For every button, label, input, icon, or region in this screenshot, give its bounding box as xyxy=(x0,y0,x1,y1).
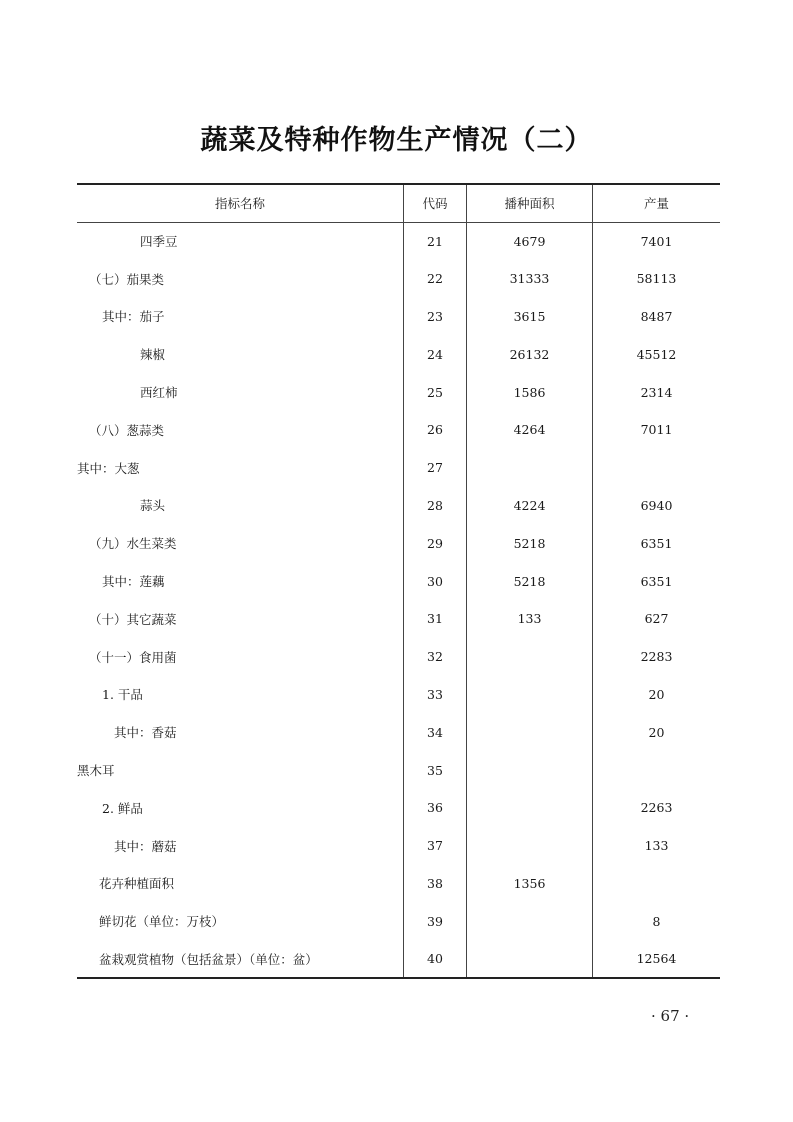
table-row xyxy=(77,865,720,903)
row-code: 33 xyxy=(404,676,467,714)
table-row xyxy=(77,373,720,411)
table-row xyxy=(77,713,720,751)
row-area: 4679 xyxy=(467,222,593,260)
row-area: 31333 xyxy=(467,260,593,298)
header-output: 产量 xyxy=(593,184,721,222)
table-row xyxy=(77,827,720,865)
row-area xyxy=(467,751,593,789)
table-row xyxy=(77,260,720,298)
row-output: 133 xyxy=(593,827,721,865)
row-code: 29 xyxy=(404,524,467,562)
row-name: 盆栽观赏植物（包括盆景）（单位：盆） xyxy=(77,940,404,978)
row-name: 其中：大葱 xyxy=(77,460,140,476)
row-code: 25 xyxy=(404,373,467,411)
table-row xyxy=(77,676,720,714)
table-header-row xyxy=(77,184,720,222)
row-code: 32 xyxy=(404,638,467,676)
row-output: 2283 xyxy=(593,638,721,676)
header-code: 代码 xyxy=(404,184,467,222)
row-name: 其中：莲藕 xyxy=(102,574,165,590)
row-output: 7401 xyxy=(593,222,721,260)
row-area: 5218 xyxy=(467,524,593,562)
table-row xyxy=(77,222,720,260)
row-output: 45512 xyxy=(593,335,721,373)
page-number: · 67 · xyxy=(651,1007,690,1025)
row-area: 4224 xyxy=(467,487,593,525)
table-row xyxy=(77,562,720,600)
row-output: 12564 xyxy=(593,940,721,978)
row-code: 31 xyxy=(404,600,467,638)
row-name: （七）茄果类 xyxy=(89,271,165,287)
row-output: 2314 xyxy=(593,373,721,411)
row-area xyxy=(467,940,593,978)
row-code: 27 xyxy=(404,449,467,487)
row-code: 36 xyxy=(404,789,467,827)
row-code: 21 xyxy=(404,222,467,260)
row-name: 辣椒 xyxy=(140,347,166,363)
row-code: 37 xyxy=(404,827,467,865)
row-name: 西红柿 xyxy=(140,385,178,401)
production-table xyxy=(77,183,720,979)
row-area xyxy=(467,902,593,940)
header-indicator-name: 指标名称 xyxy=(77,184,404,222)
row-area: 4264 xyxy=(467,411,593,449)
table-row xyxy=(77,487,720,525)
table-row xyxy=(77,789,720,827)
row-area xyxy=(467,638,593,676)
row-output: 8 xyxy=(593,902,721,940)
row-area xyxy=(467,713,593,751)
row-area: 133 xyxy=(467,600,593,638)
row-code: 22 xyxy=(404,260,467,298)
row-output: 58113 xyxy=(593,260,721,298)
row-name: 蒜头 xyxy=(140,498,166,514)
table-row xyxy=(77,335,720,373)
row-output: 627 xyxy=(593,600,721,638)
row-code: 24 xyxy=(404,335,467,373)
row-area xyxy=(467,827,593,865)
row-name: 1. 干品 xyxy=(102,687,143,703)
row-name: 四季豆 xyxy=(140,234,178,250)
table-row xyxy=(77,449,720,487)
header-sown-area: 播种面积 xyxy=(467,184,593,222)
row-code: 39 xyxy=(404,902,467,940)
row-output: 20 xyxy=(593,676,721,714)
row-code: 23 xyxy=(404,298,467,336)
row-output xyxy=(593,751,721,789)
row-output xyxy=(593,865,721,903)
production-table-container xyxy=(77,183,717,979)
table-row xyxy=(77,638,720,676)
row-name: （八）葱蒜类 xyxy=(89,422,165,438)
row-name: 黑木耳 xyxy=(77,763,115,779)
row-output xyxy=(593,449,721,487)
row-output: 2263 xyxy=(593,789,721,827)
row-output: 6940 xyxy=(593,487,721,525)
row-output: 20 xyxy=(593,713,721,751)
table-row xyxy=(77,524,720,562)
row-code: 35 xyxy=(404,751,467,789)
row-name: 其中：茄子 xyxy=(102,309,165,325)
row-name: 2. 鲜品 xyxy=(102,800,143,816)
row-name: （九）水生菜类 xyxy=(89,536,177,552)
row-name: 其中：香菇 xyxy=(114,725,177,741)
row-code: 28 xyxy=(404,487,467,525)
row-name: （十）其它蔬菜 xyxy=(89,611,177,627)
table-row xyxy=(77,600,720,638)
table-row xyxy=(77,411,720,449)
row-output: 7011 xyxy=(593,411,721,449)
row-code: 30 xyxy=(404,562,467,600)
table-row xyxy=(77,298,720,336)
row-code: 26 xyxy=(404,411,467,449)
row-output: 6351 xyxy=(593,562,721,600)
row-name: （十一）食用菌 xyxy=(89,649,177,665)
table-row xyxy=(77,902,720,940)
row-area xyxy=(467,449,593,487)
table-row xyxy=(77,751,720,789)
row-area xyxy=(467,789,593,827)
row-area: 26132 xyxy=(467,335,593,373)
row-area: 1586 xyxy=(467,373,593,411)
row-area: 1356 xyxy=(467,865,593,903)
page-title: 蔬菜及特种作物生产情况（二） xyxy=(200,125,593,156)
row-name: 其中：蘑菇 xyxy=(114,838,177,854)
row-output: 8487 xyxy=(593,298,721,336)
row-code: 40 xyxy=(404,940,467,978)
row-area: 3615 xyxy=(467,298,593,336)
table-row xyxy=(77,940,720,978)
row-name: 花卉种植面积 xyxy=(99,876,175,892)
row-output: 6351 xyxy=(593,524,721,562)
row-area: 5218 xyxy=(467,562,593,600)
row-area xyxy=(467,676,593,714)
row-code: 34 xyxy=(404,713,467,751)
row-code: 38 xyxy=(404,865,467,903)
row-name: 鲜切花（单位：万枝） xyxy=(99,914,225,930)
